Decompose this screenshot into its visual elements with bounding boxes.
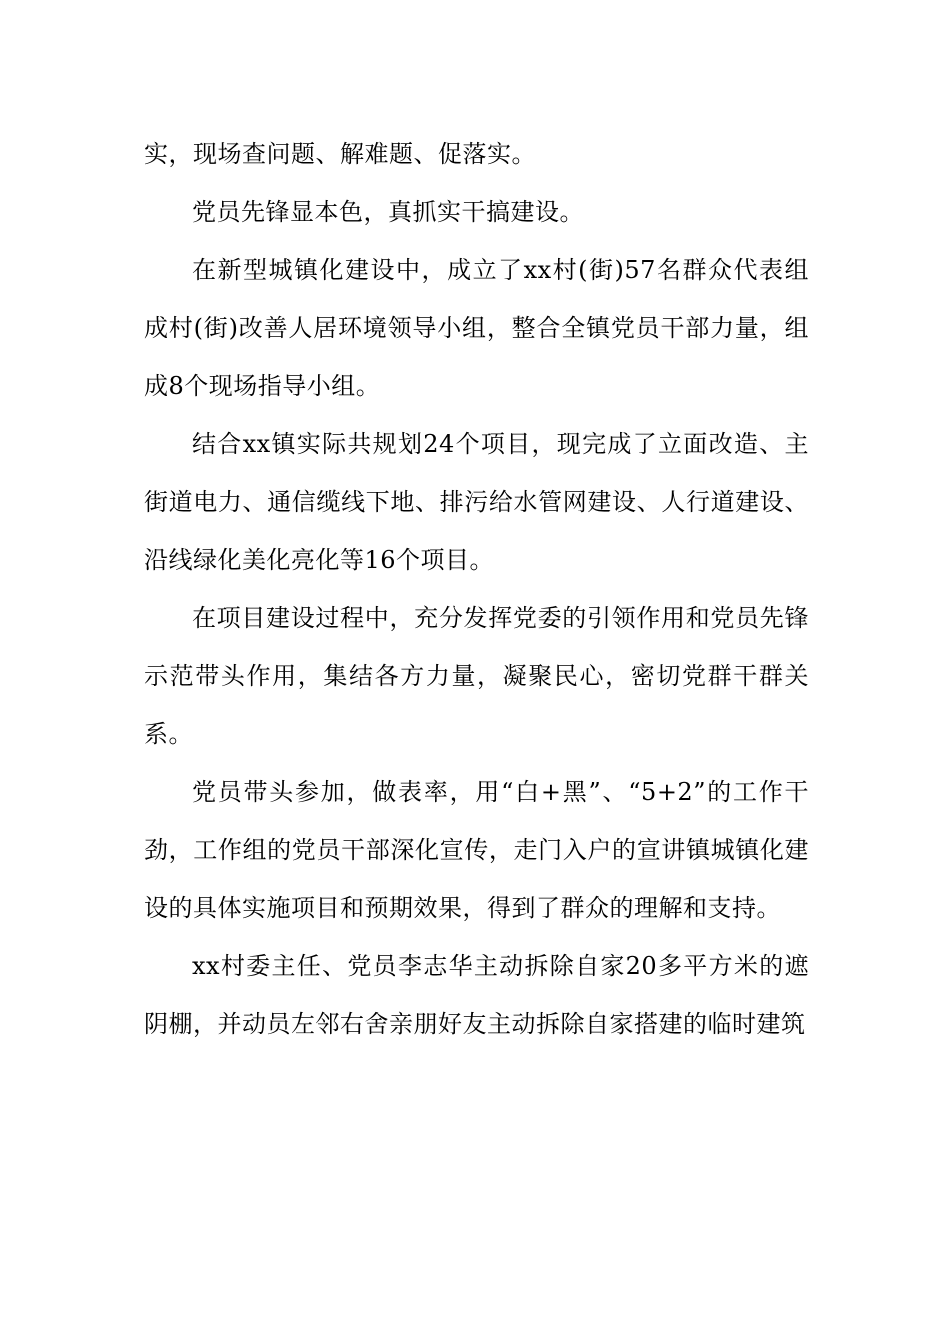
- paragraph-6: 党员带头参加，做表率，用“白+黑”、“5+2”的工作干劲，工作组的党员干部深化宣传，走门入户的宣讲镇城镇化建设的具体实施项目和预期效果，得到了群众的理解和支持。: [144, 778, 809, 922]
- paragraph-5: 在项目建设过程中，充分发挥党委的引领作用和党员先锋示范带头作用，集结各方力量，凝聚民心，密切党群干群关系。: [144, 604, 809, 748]
- paragraph-2: 党员先锋显本色，真抓实干搞建设。: [192, 198, 584, 226]
- paragraph-4: 结合xx镇实际共规划24个项目，现完成了立面改造、主街道电力、通信缆线下地、排污给水管网建设、人行道建设、沿线绿化美化亮化等16个项目。: [144, 430, 809, 574]
- document-body: [144, 125, 809, 1053]
- paragraph-3: 在新型城镇化建设中，成立了xx村(街)57名群众代表组成村(街)改善人居环境领导小组，整合全镇党员干部力量，组成8个现场指导小组。: [144, 256, 809, 400]
- paragraph-1: 实，现场查问题、解难题、促落实。: [144, 140, 536, 168]
- paragraph-7: xx村委主任、党员李志华主动拆除自家20多平方米的遮阴棚，并动员左邻右舍亲朋好友主动拆除自家搭建的临时建筑: [144, 952, 809, 1038]
